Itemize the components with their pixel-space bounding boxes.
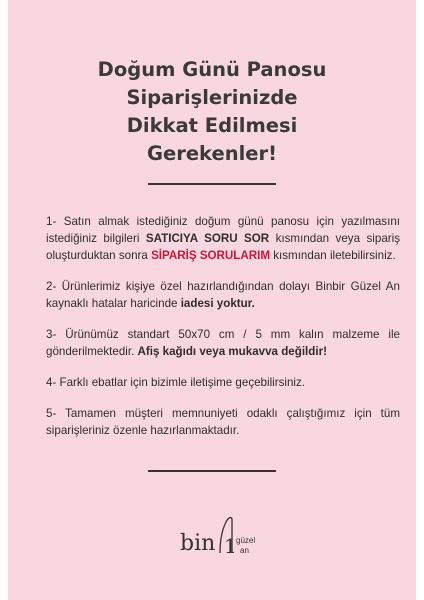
instruction-4: 4- Farklı ebatlar için bizimle iletişime geçebilirsiniz. <box>46 376 306 389</box>
bottom-divider <box>148 470 276 472</box>
logo-sub-text-1: güzel <box>236 536 256 545</box>
seller-question-label: SATICIYA SORU SOR <box>145 232 270 245</box>
no-return-label: iadesi yoktur. <box>180 297 255 310</box>
title-line: Doğum Günü Panosu <box>97 58 327 81</box>
instructions <box>46 213 400 453</box>
logo-sub-text-2: an <box>240 546 249 555</box>
brand-logo-icon <box>176 510 256 560</box>
instruction-2: 2- Ürünlerimiz kişiye özel hazırlandığından dolayı Binbir Güzel An kaynaklı hatalar haricinde iadesi yoktur. <box>46 280 400 310</box>
material-note: Afiş kağıdı veya mukavva değildir! <box>137 345 327 358</box>
title-line: Dikkat Edilmesi <box>126 114 298 137</box>
info-card <box>8 0 416 600</box>
order-questions-label: SİPARİŞ SORULARIM <box>151 249 271 262</box>
title-line: Siparişlerinizde <box>126 86 298 109</box>
instruction-3: 3- Ürünümüz standart 50x70 cm / 5 mm kalın malzeme ile gönderilmektedir. Afiş kağıdı veya mukavva değildir! <box>46 328 400 358</box>
instruction-5: 5- Tamamen müşteri memnuniyeti odaklı çalıştığımız için tüm siparişleriniz özenle hazırlanmaktadır. <box>46 407 400 437</box>
logo-main-text: bin <box>180 531 216 556</box>
page-title <box>8 56 416 168</box>
top-divider <box>148 183 276 185</box>
instruction-1: 1- Satın almak istediğiniz doğum günü panosu için yazılmasını istediğiniz bilgileri SATICIYA SORU SOR kısmından veya sipariş oluşturduktan sonra SİPARİŞ SORULARIM kısmından iletebilirsiniz. <box>46 215 400 262</box>
logo-number: 1 <box>224 534 237 558</box>
title-line: Gerekenler! <box>146 142 278 165</box>
